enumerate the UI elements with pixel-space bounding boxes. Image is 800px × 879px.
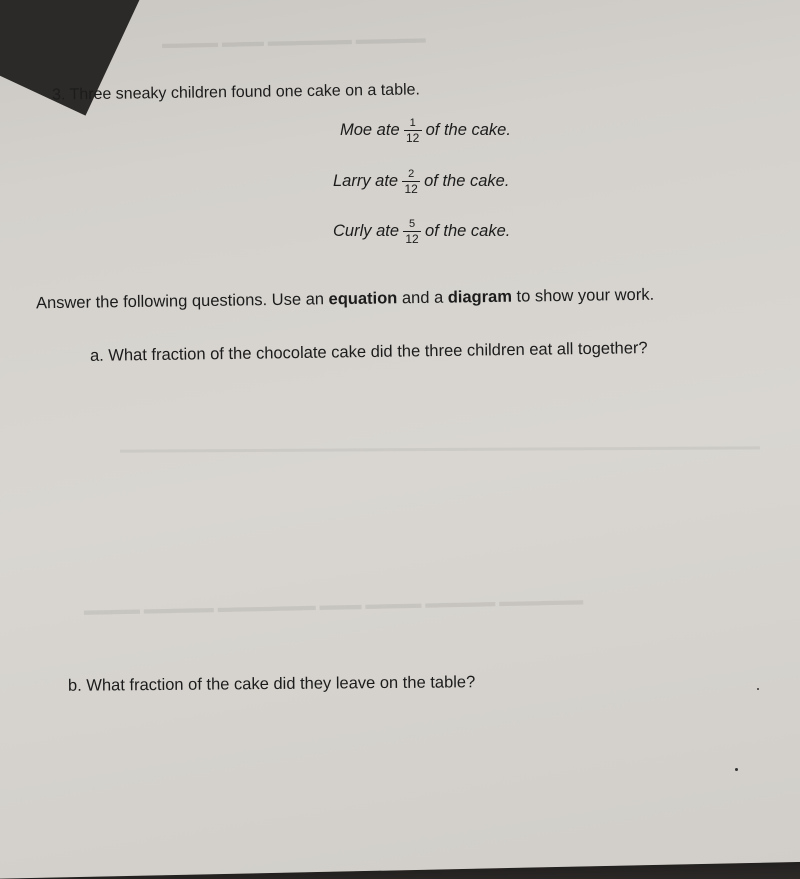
instructions-bold-equation: equation bbox=[328, 289, 398, 309]
instructions bbox=[36, 286, 654, 314]
instructions-text: and a bbox=[397, 288, 448, 308]
fraction bbox=[404, 117, 422, 144]
child-label: Curly ate bbox=[333, 222, 400, 240]
instructions-bold-diagram: diagram bbox=[447, 287, 513, 307]
question-text: Three sneaky children found one cake on a table. bbox=[69, 81, 421, 104]
speck bbox=[757, 688, 759, 690]
suffix-text: of the cake. bbox=[425, 222, 511, 240]
numerator: 5 bbox=[408, 218, 416, 230]
fraction bbox=[402, 168, 420, 195]
instructions-text: to show your work. bbox=[511, 285, 655, 306]
numerator: 2 bbox=[408, 168, 415, 180]
bleed-through-text: ▬▬▬▬ ▬▬▬ ▬▬▬▬▬▬ ▬▬▬▬▬ bbox=[161, 29, 426, 52]
divider bbox=[120, 446, 760, 452]
child-label: Larry ate bbox=[333, 172, 399, 190]
fraction bbox=[403, 218, 421, 245]
question-number: 3. bbox=[51, 86, 66, 104]
child-label: Moe ate bbox=[340, 121, 400, 139]
speck bbox=[735, 768, 738, 771]
larry-line bbox=[333, 168, 509, 195]
moe-line bbox=[340, 117, 511, 144]
numerator: 1 bbox=[409, 117, 416, 129]
bleed-through-text: ▬▬▬▬ ▬▬▬▬▬ ▬▬▬▬▬▬▬ ▬▬▬ ▬▬▬▬ ▬▬▬▬▬ ▬▬▬▬▬▬ bbox=[83, 591, 584, 618]
denominator: 12 bbox=[405, 131, 420, 145]
curly-line bbox=[333, 218, 510, 245]
instructions-text: Answer the following questions. Use an bbox=[35, 290, 329, 313]
part-b-question: b. What fraction of the cake did they leave on the table? bbox=[67, 673, 476, 695]
part-a-question: a. What fraction of the chocolate cake did the three children eat all together? bbox=[89, 339, 648, 365]
question-title bbox=[52, 81, 420, 104]
denominator: 12 bbox=[405, 232, 419, 246]
suffix-text: of the cake. bbox=[425, 121, 511, 139]
denominator: 12 bbox=[404, 182, 418, 196]
suffix-text: of the cake. bbox=[424, 172, 510, 190]
